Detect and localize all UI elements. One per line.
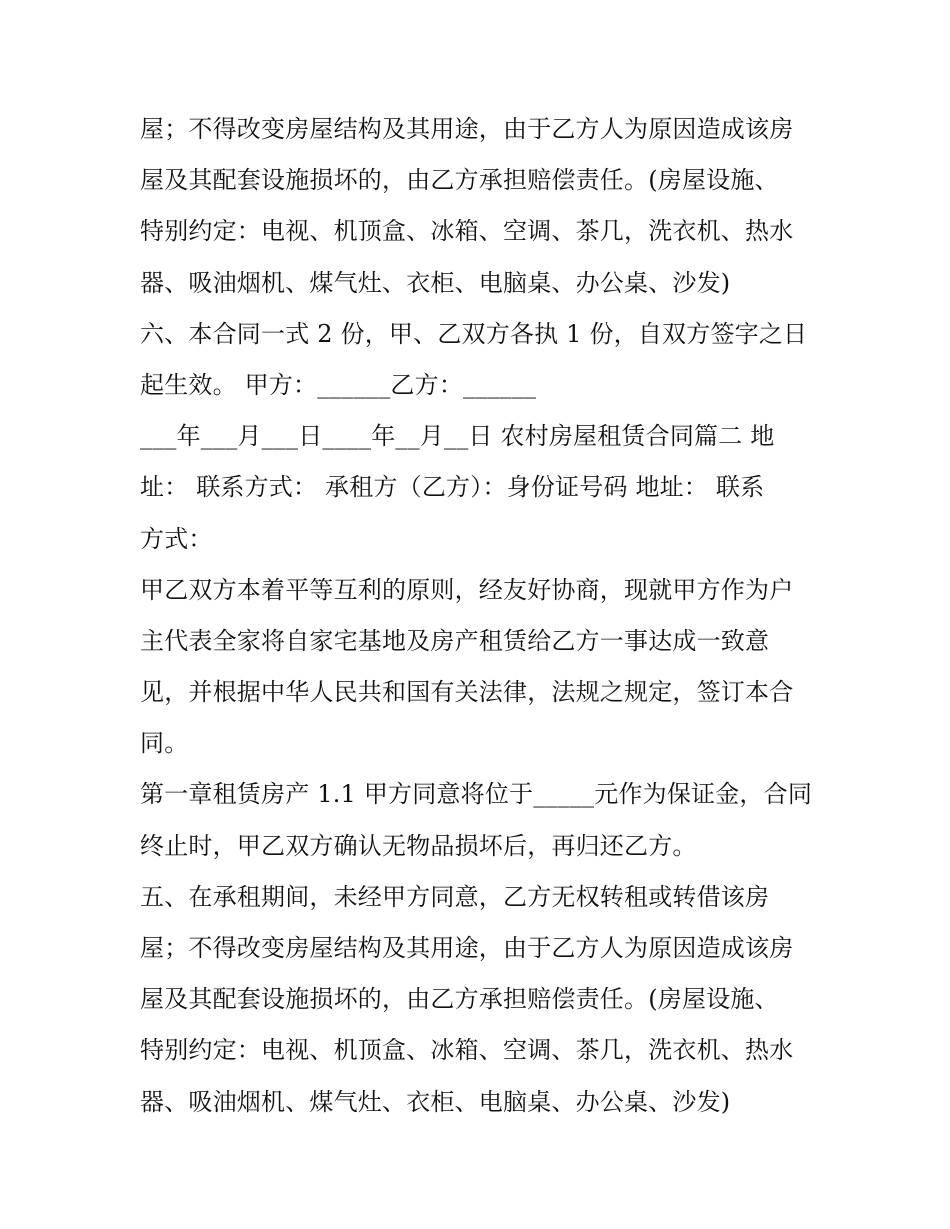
text-line: 五、在承租期间，未经甲方同意，乙方无权转租或转借该房: [140, 882, 770, 911]
text-line: 器、吸油烟机、煤气灶、衣柜、电脑桌、办公桌、沙发): [140, 268, 731, 297]
text-line: 特别约定：电视、机顶盒、冰箱、空调、茶几，洗衣机、热水: [140, 217, 794, 246]
text-line: 屋及其配套设施损坏的，由乙方承担赔偿责任。(房屋设施、: [140, 985, 779, 1014]
text-line: 方式：: [140, 524, 213, 553]
text-line: 起生效。 甲方：______乙方：______: [140, 370, 537, 399]
text-line: 址： 联系方式： 承租方（乙方）：身份证号码 地址： 联系: [140, 473, 765, 502]
text-line: 主代表全家将自家宅基地及房产租赁给乙方一事达成一致意: [140, 626, 770, 655]
text-line: 第一章租赁房产 1.1 甲方同意将位于_____元作为保证金，合同: [140, 780, 813, 809]
text-line: 器、吸油烟机、煤气灶、衣柜、电脑桌、办公桌、沙发): [140, 1087, 731, 1116]
document-body: [140, 104, 820, 1128]
text-line: 屋；不得改变房屋结构及其用途，由于乙方人为原因造成该房: [140, 934, 794, 962]
text-line: 终止时，甲乙双方确认无物品损坏后，再归还乙方。: [140, 831, 697, 860]
text-line: 见，并根据中华人民共和国有关法律，法规之规定，签订本合: [140, 678, 794, 707]
text-line: 同。: [140, 729, 189, 758]
text-line: 特别约定：电视、机顶盒、冰箱、空调、茶几，洗衣机、热水: [140, 1036, 794, 1065]
text-line: 六、本合同一式 2 份，甲、乙双方各执 1 份，自双方签字之日: [140, 319, 808, 348]
text-line: ___年___月___日____年__月__日 农村房屋租赁合同篇二 地: [140, 422, 775, 451]
text-line: 甲乙双方本着平等互利的原则，经友好协商，现就甲方作为户: [140, 575, 794, 604]
text-line: 屋及其配套设施损坏的，由乙方承担赔偿责任。(房屋设施、: [140, 166, 779, 195]
text-line: 屋；不得改变房屋结构及其用途，由于乙方人为原因造成该房: [140, 115, 794, 143]
